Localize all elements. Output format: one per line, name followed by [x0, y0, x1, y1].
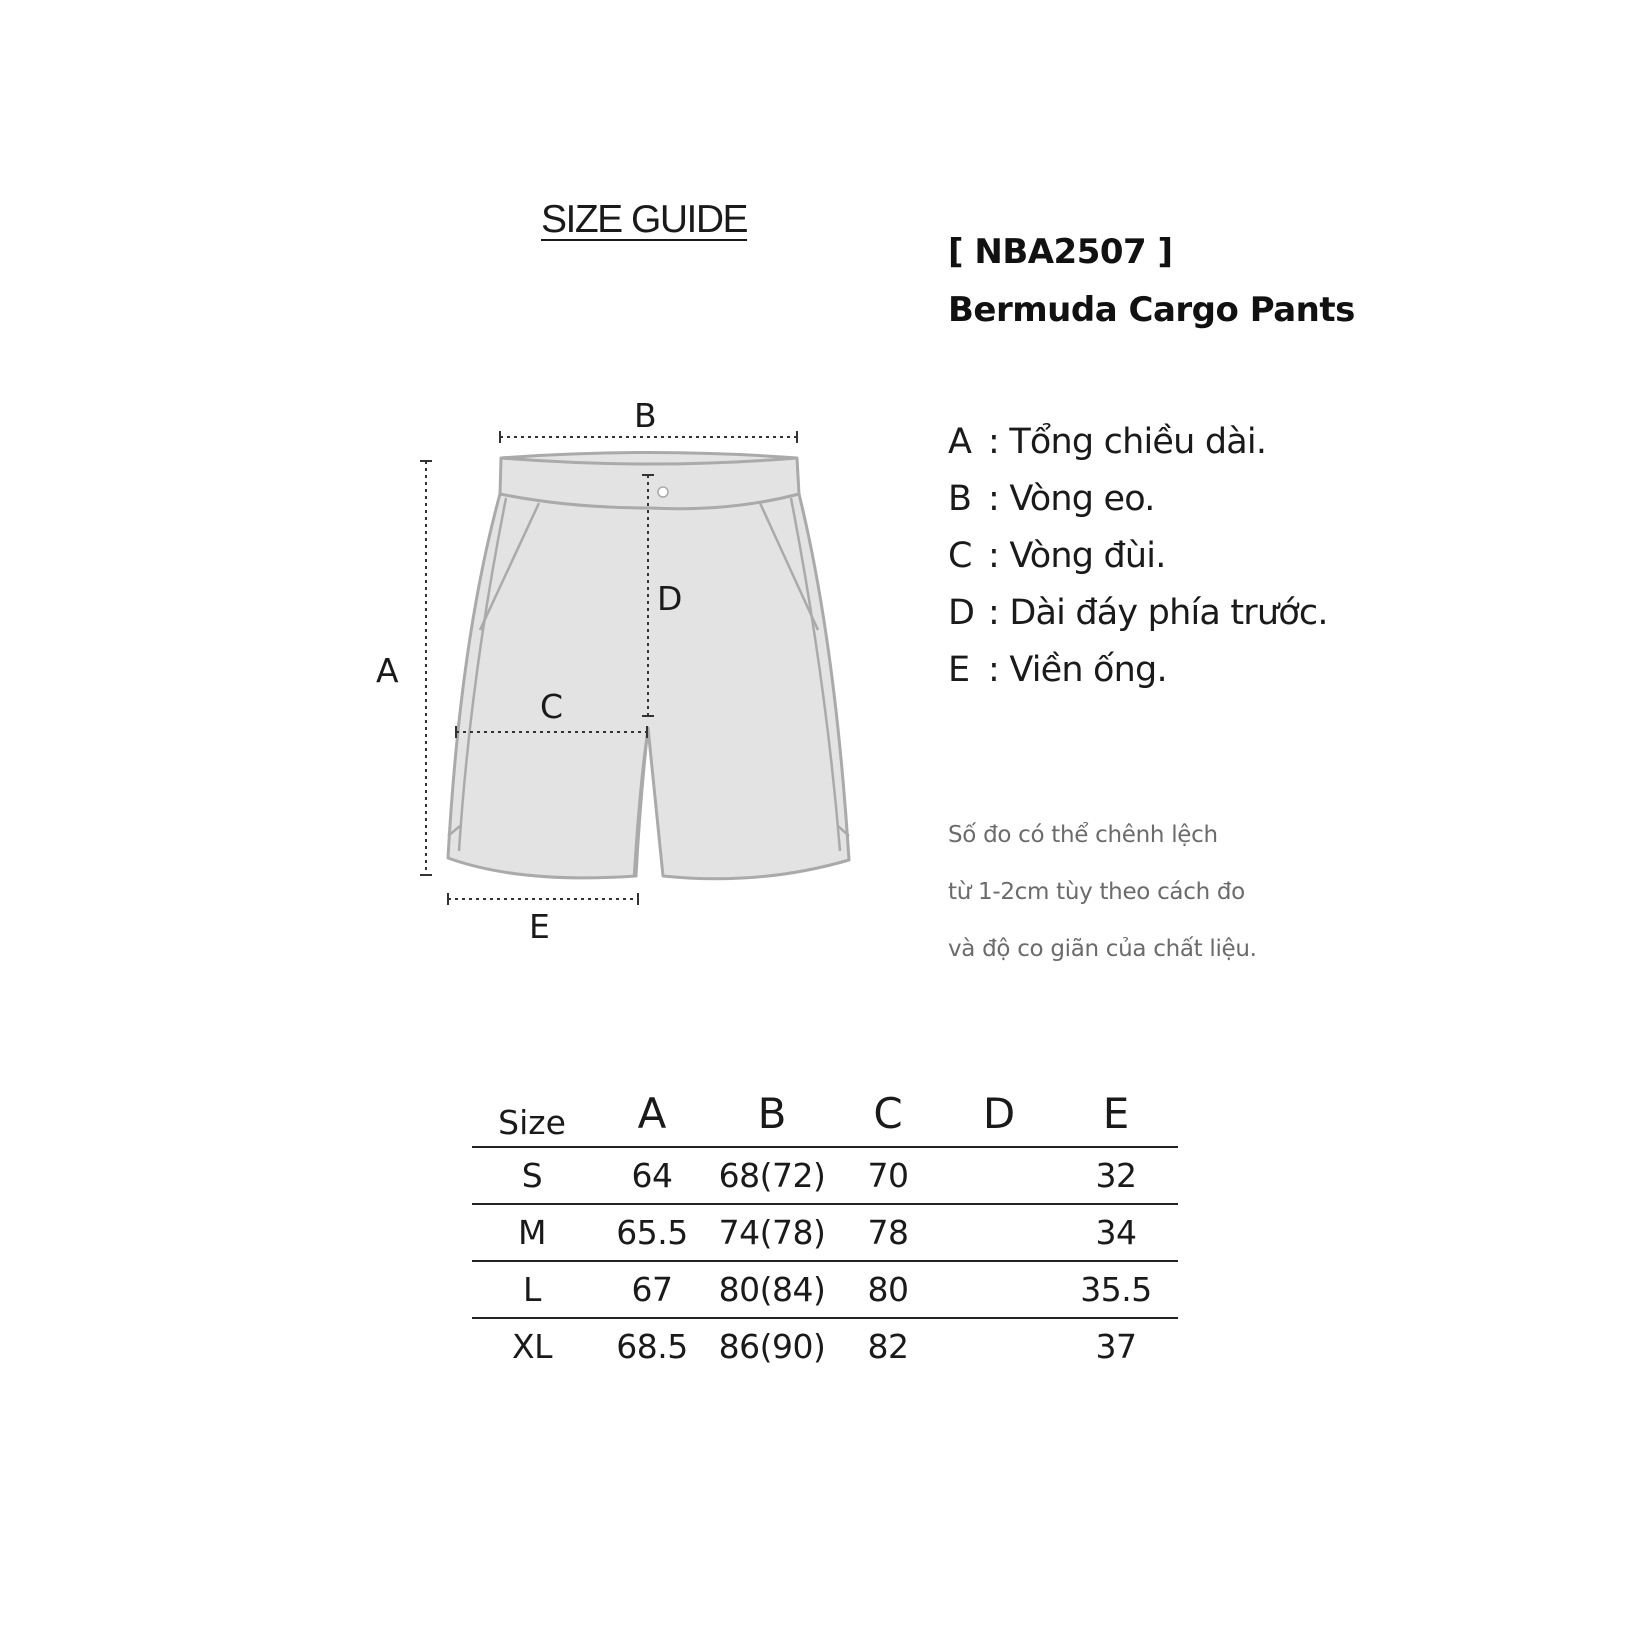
column-header-a: A	[592, 1062, 712, 1147]
dim-label-b: B	[634, 396, 657, 435]
cell-c: 70	[832, 1147, 944, 1204]
note-line: từ 1-2cm tùy theo cách đo	[948, 879, 1245, 905]
button-icon	[658, 487, 668, 497]
column-header-e: E	[1054, 1062, 1178, 1147]
legend-key: E	[948, 650, 970, 690]
legend-key: C	[948, 536, 972, 576]
legend-item-e	[948, 648, 1328, 705]
cell-size: M	[472, 1204, 592, 1261]
legend-item-a	[948, 420, 1328, 477]
cell-d	[944, 1318, 1054, 1374]
cell-e: 35.5	[1054, 1261, 1178, 1318]
cell-e: 32	[1054, 1147, 1178, 1204]
cell-e: 34	[1054, 1204, 1178, 1261]
legend-item-c	[948, 534, 1328, 591]
legend-text: : Dài đáy phía trước.	[988, 593, 1328, 633]
cell-b: 80(84)	[712, 1261, 832, 1318]
cell-size: L	[472, 1261, 592, 1318]
legend-text: : Viền ống.	[988, 650, 1167, 690]
legend-text: : Tổng chiều dài.	[988, 422, 1267, 462]
cell-size: S	[472, 1147, 592, 1204]
cell-a: 67	[592, 1261, 712, 1318]
cell-d	[944, 1147, 1054, 1204]
column-header-b: B	[712, 1062, 832, 1147]
dim-label-e: E	[529, 907, 550, 946]
size-guide-title: SIZE GUIDE	[541, 198, 748, 241]
column-header-size: Size	[472, 1062, 592, 1147]
dim-label-d: D	[657, 579, 683, 618]
table-row	[472, 1204, 1178, 1261]
legend-key: A	[948, 422, 972, 462]
cell-b: 74(78)	[712, 1204, 832, 1261]
size-table	[472, 1062, 1178, 1374]
note-line: Số đo có thể chênh lệch	[948, 822, 1218, 848]
table-row	[472, 1147, 1178, 1204]
product-name: Bermuda Cargo Pants	[948, 290, 1355, 330]
note-line: và độ co giãn của chất liệu.	[948, 936, 1257, 962]
cell-a: 65.5	[592, 1204, 712, 1261]
cell-b: 68(72)	[712, 1147, 832, 1204]
legend-key: B	[948, 479, 972, 519]
table-row	[472, 1318, 1178, 1374]
cell-a: 68.5	[616, 1327, 688, 1366]
cell-d	[944, 1261, 1054, 1318]
legend-item-b	[948, 477, 1328, 534]
cell-c: 80	[832, 1261, 944, 1318]
legend-text: : Vòng đùi.	[988, 536, 1166, 576]
measurement-note	[948, 820, 1257, 991]
cell-c: 82	[867, 1327, 909, 1366]
legend-item-d	[948, 591, 1328, 648]
legend-key: D	[948, 593, 975, 633]
cell-d	[944, 1204, 1054, 1261]
table-row	[472, 1261, 1178, 1318]
column-header-d: D	[944, 1062, 1054, 1147]
cell-e: 37	[1095, 1327, 1137, 1366]
dim-label-c: C	[540, 687, 564, 726]
measurement-legend	[948, 420, 1328, 705]
legend-text: : Vòng eo.	[988, 479, 1155, 519]
table-header-row	[472, 1062, 1178, 1147]
column-header-c: C	[832, 1062, 944, 1147]
cell-a: 64	[592, 1147, 712, 1204]
cell-c: 78	[832, 1204, 944, 1261]
cell-b: 86(90)	[718, 1327, 826, 1366]
product-code: [ NBA2507 ]	[948, 232, 1173, 272]
cell-size: XL	[512, 1327, 552, 1366]
dim-label-a: A	[376, 651, 399, 690]
